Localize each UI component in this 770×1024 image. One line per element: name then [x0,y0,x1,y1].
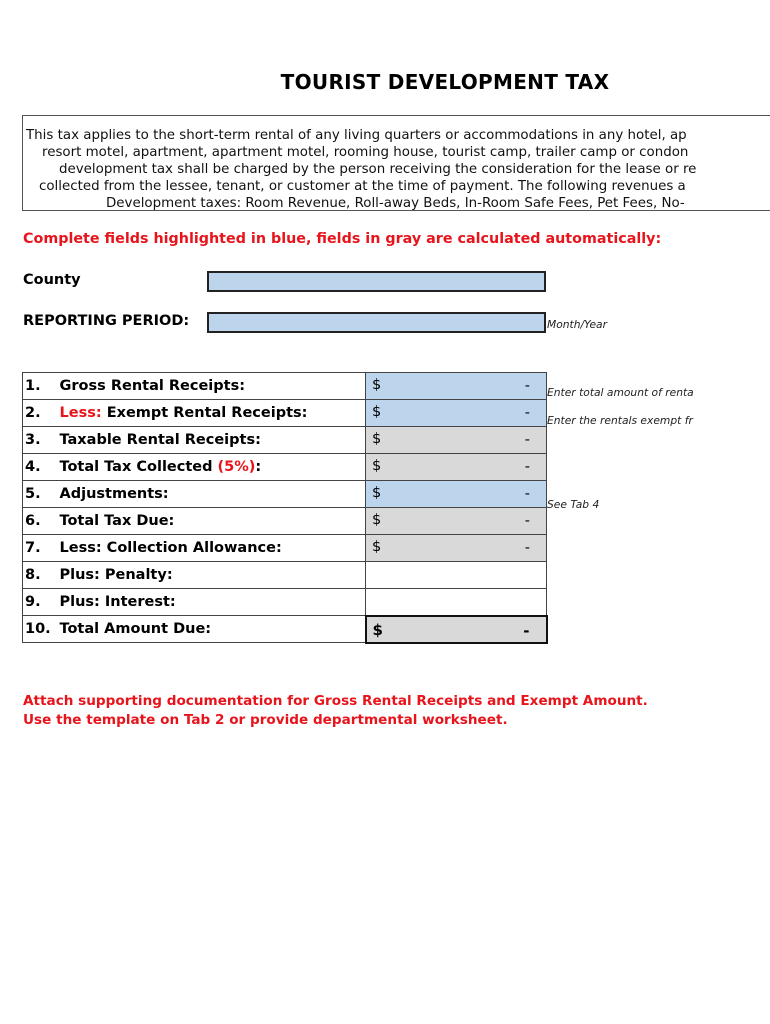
exempt-receipts-hint: Enter the rentals exempt fr [547,414,693,427]
line-5-row [23,481,547,508]
intro-line-2: resort motel, apartment, apartment motel, rooming house, tourist camp, trailer camp or condon [42,145,689,160]
exempt-rental-receipts-input[interactable] [366,400,547,427]
line-number: 4. [23,454,60,481]
total-tax-collected-field [366,454,547,481]
line-number: 1. [23,373,60,400]
amount-value: - [524,540,530,556]
form-title: TOURIST DEVELOPMENT TAX [280,70,610,94]
amount-value: - [524,378,530,394]
line-9-row [23,589,547,616]
line-2-row [23,400,547,427]
amount-value: - [524,432,530,448]
currency-symbol: $ [372,512,382,528]
county-label: County [23,272,81,288]
line-label [60,481,366,508]
currency-symbol: $ [372,431,382,447]
line-label-text: Gross Rental Receipts: [59,378,246,394]
line-label [60,616,366,643]
line-label [60,589,366,616]
line-label-text: Less: Collection Allowance: [59,540,282,556]
total-tax-due-field [366,508,547,535]
instructions-note: Complete fields highlighted in blue, fields in gray are calculated automatically: [23,231,662,247]
tax-description-box [22,115,770,211]
penalty-input[interactable] [366,562,547,589]
tax-rate: (5%) [217,459,256,475]
line-label [60,535,366,562]
line-4-row [23,454,547,481]
line-label-prefix: Less: [59,405,102,421]
line-label [60,562,366,589]
intro-line-5: Development taxes: Room Revenue, Roll-away Beds, In-Room Safe Fees, Pet Fees, No- [106,196,685,211]
gross-rental-receipts-input[interactable] [366,373,547,400]
intro-line-3: development tax shall be charged by the person receiving the consideration for the lease or re [59,162,697,177]
reporting-period-input[interactable] [207,312,546,333]
line-7-row [23,535,547,562]
intro-line-4: collected from the lessee, tenant, or customer at the time of payment. The following revenues a [39,179,686,194]
line-label-text: Plus: Penalty: [59,567,173,583]
gross-receipts-hint: Enter total amount of renta [547,386,694,399]
reporting-period-label: REPORTING PERIOD: [23,313,190,329]
line-number: 2. [23,400,60,427]
currency-symbol: $ [372,377,382,393]
line-label [60,373,366,400]
line-label-suffix: : [255,459,262,475]
line-label [60,400,366,427]
line-10-row [23,616,547,643]
line-label-text: Total Tax Due: [59,513,175,529]
tax-lines-table [22,372,548,644]
line-3-row [23,427,547,454]
currency-symbol: $ [372,458,382,474]
line-label-text: Exempt Rental Receipts: [101,405,308,421]
currency-symbol: $ [372,539,382,555]
collection-allowance-field [366,535,547,562]
amount-value: - [524,405,530,421]
reporting-period-hint: Month/Year [547,318,607,331]
amount-value: - [524,513,530,529]
county-input[interactable] [207,271,546,292]
attach-note-line-2: Use the template on Tab 2 or provide departmental worksheet. [23,712,508,728]
amount-value: - [523,621,530,640]
line-number: 7. [23,535,60,562]
line-label-text: Taxable Rental Receipts: [59,432,261,448]
line-1-row [23,373,547,400]
currency-symbol: $ [372,485,382,501]
line-label [60,508,366,535]
line-number: 6. [23,508,60,535]
line-number: 5. [23,481,60,508]
line-number: 8. [23,562,60,589]
currency-symbol: $ [372,404,382,420]
line-label [60,454,366,481]
interest-input[interactable] [366,589,547,616]
attach-note-line-1: Attach supporting documentation for Gross Rental Receipts and Exempt Amount. [23,693,648,709]
line-label [60,427,366,454]
line-number: 3. [23,427,60,454]
adjustments-hint: See Tab 4 [547,498,600,511]
line-8-row [23,562,547,589]
line-label-text: Adjustments: [59,486,169,502]
line-number: 9. [23,589,60,616]
total-amount-due-field [366,616,547,643]
line-label-text: Total Amount Due: [59,621,212,637]
line-label-text: Total Tax Collected [59,459,218,475]
line-label-text: Plus: Interest: [59,594,176,610]
intro-line-1: This tax applies to the short-term rental of any living quarters or accommodations in any hotel, ap [26,128,687,143]
currency-symbol: $ [372,620,383,639]
amount-value: - [524,486,530,502]
line-number: 10. [23,616,60,643]
amount-value: - [524,459,530,475]
adjustments-input[interactable] [366,481,547,508]
taxable-rental-receipts-field [366,427,547,454]
line-6-row [23,508,547,535]
